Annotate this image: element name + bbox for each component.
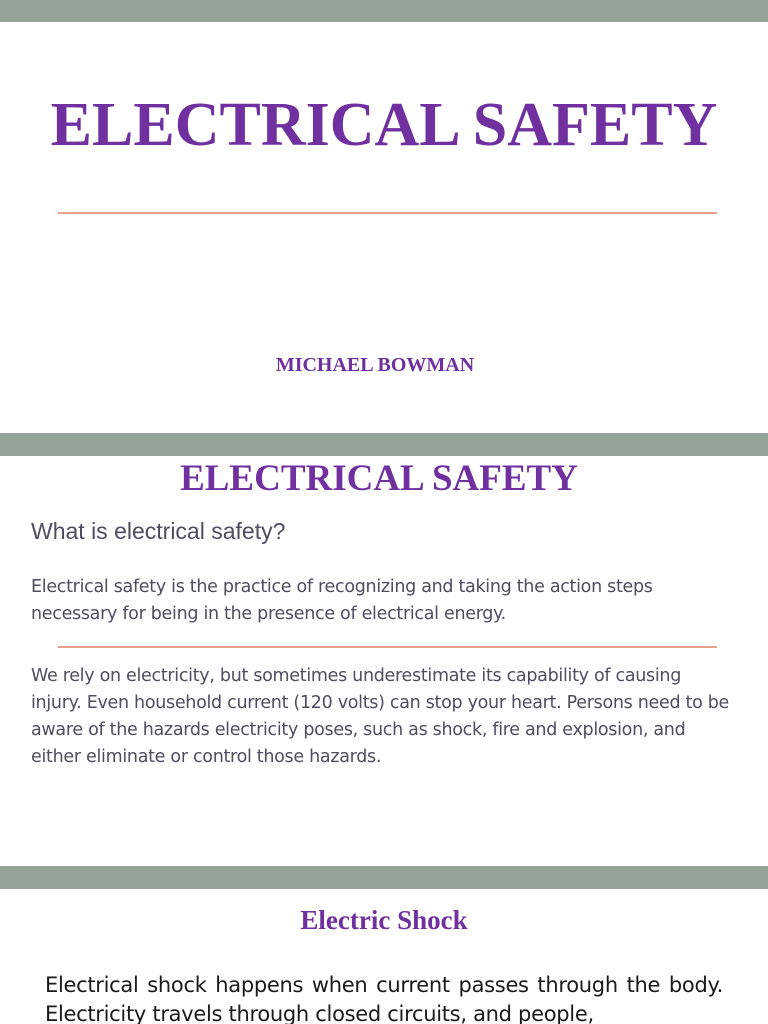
slide-separator-band — [0, 0, 768, 22]
slide-heading: Electric Shock — [300, 905, 468, 935]
slide-electric-shock — [0, 889, 768, 1024]
slide-title-heading: ELECTRICAL SAFETY — [50, 91, 718, 159]
slide-what-is-safety — [0, 456, 768, 866]
slide-title — [0, 22, 768, 433]
slide-separator-band — [0, 866, 768, 889]
author-name: MICHAEL BOWMAN — [275, 354, 475, 376]
shock-paragraph: Electrical shock happens when current passes through the body. Electricity travels through closed circuits, and people, — [45, 973, 723, 1024]
slide-separator-band — [0, 433, 768, 456]
section-question: What is electrical safety? — [31, 518, 286, 544]
definition-paragraph: Electrical safety is the practice of recognizing and taking the action steps necessary for being in the presence of electrical energy. — [31, 577, 653, 624]
hazards-paragraph: We rely on electricity, but sometimes underestimate its capability of causing injury. Even household current (120 volts) can stop your heart. Persons need to be aware of the hazards electricity poses, such as shock, fire and explosion, and either eliminate or control those hazards. — [31, 666, 730, 767]
divider-rule — [58, 646, 717, 648]
slide-heading: ELECTRICAL SAFETY — [180, 458, 578, 499]
divider-rule — [58, 212, 717, 214]
